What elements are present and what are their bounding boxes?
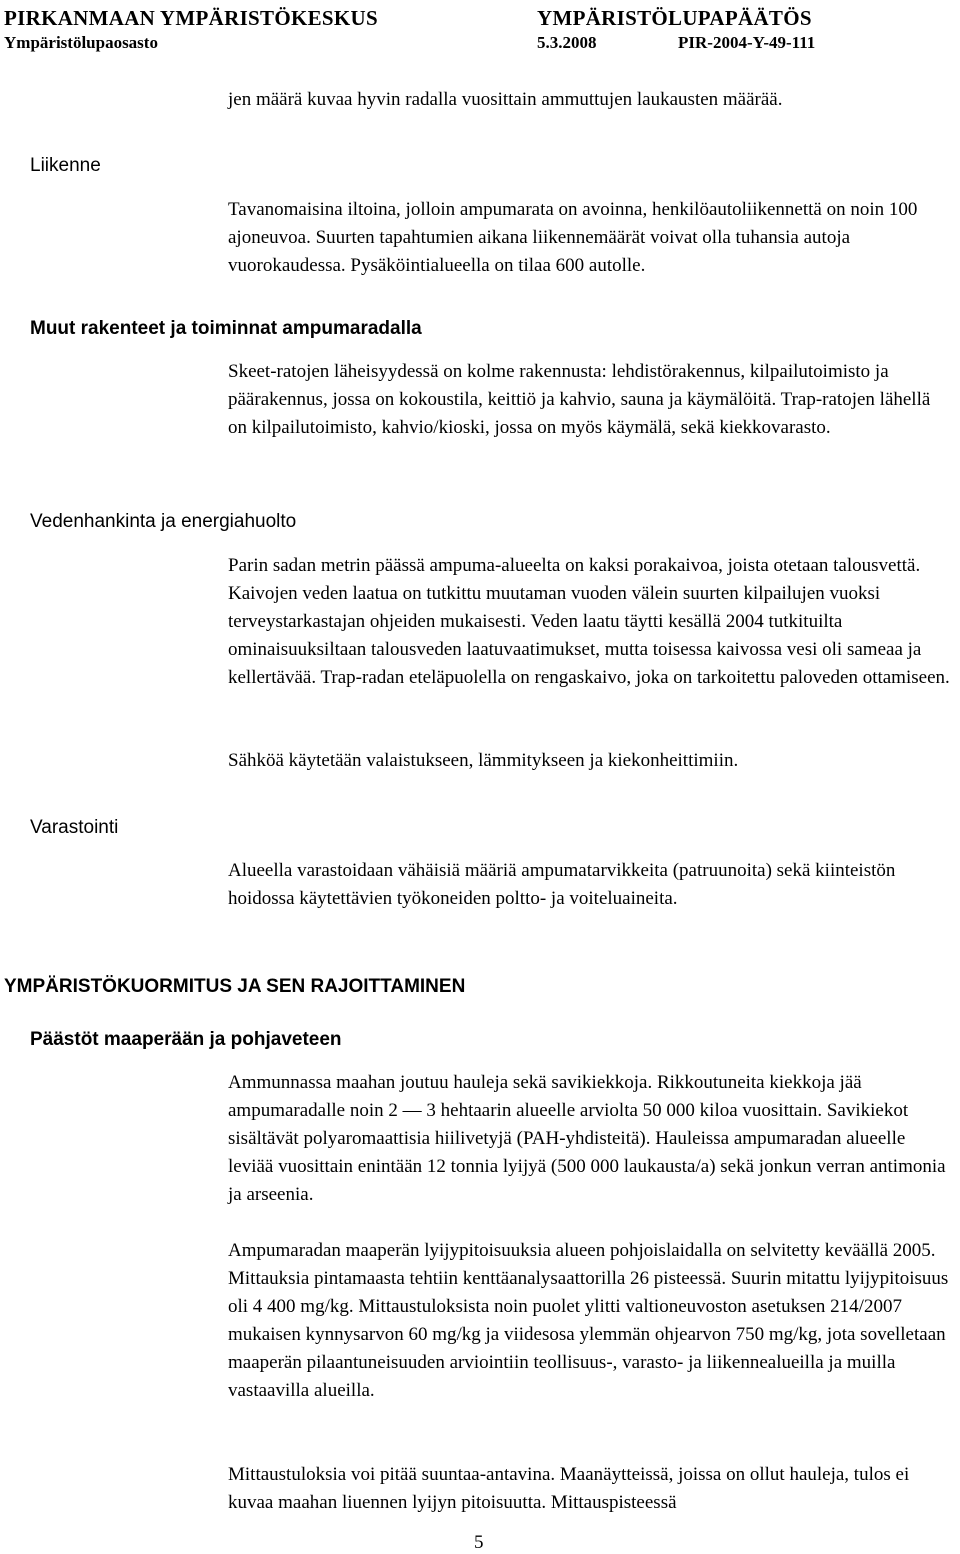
header-doc-number: PIR-2004-Y-49-111 — [678, 33, 816, 52]
section-heading-varastointi: Varastointi — [30, 817, 119, 838]
section-heading-paastot: Päästöt maaperään ja pohjaveteen — [30, 1029, 342, 1050]
paragraph-muut-rakenteet: Skeet-ratojen läheisyydessä on kolme rakennusta: lehdistörakennus, kilpailutoimisto ja päärakennus, jossa on kokoustila, keittiö ja kahvio, sauna ja käymälöitä. Trap-ratojen lähellä on kilpailutoimisto, kahvio/kioski, jossa on myös käymälä, sekä kiekkovarasto. — [228, 361, 931, 438]
paragraph-paastot-2: Ampumaradan maaperän lyijypitoisuuksia alueen pohjoislaidalla on selvitetty keväällä 2005. Mittauksia pintamaasta tehtiin kenttäanalysaattorilla 26 pisteessä. Suurin mitattu lyijypitoisuus oli 4 400 mg/kg. Mittaustuloksista noin puolet ylitti valtioneuvoston asetuksen 214/2007 mukaisen kynnysarvon 60 mg/kg ja viidesosa ylemmän ohjearvon 750 mg/kg, jota sovelletaan maaperän pilaantuneisuuden arviointiin teollisuus-, varasto- ja liikennealueilla ja muilla vastaavilla alueilla. — [228, 1240, 949, 1401]
paragraph-paastot-3: Mittaustuloksia voi pitää suuntaa-antavina. Maanäytteissä, joissa on ollut hauleja, tulos ei kuvaa maahan liuennen lyijyn pitoisuutta. Mittauspisteessä — [228, 1464, 910, 1513]
paragraph-liikenne: Tavanomaisina iltoina, jolloin ampumarata on avoinna, henkilöautoliikennettä on noin 100 ajoneuvoa. Suurten tapahtumien aikana liikennemäärät voivat olla tuhansia autoja vuorokaudessa. Pysäköintialueella on tilaa 600 autolle. — [228, 199, 918, 276]
header-date: 5.3.2008 — [537, 33, 597, 52]
section-heading-liikenne: Liikenne — [30, 155, 101, 176]
header-doc-type: YMPÄRISTÖLUPAPÄÄTÖS — [537, 6, 812, 30]
paragraph-vedenhankinta-1: Parin sadan metrin päässä ampuma-alueelta on kaksi porakaivoa, joista otetaan talousvettä. Kaivojen veden laatua on tutkittu muutaman vuoden välein suurten kilpailujen vuoksi terveystarkastajan ohjeiden mukaisesti. Veden laatu täytti kesällä 2004 tutkituilta ominaisuuksiltaan talousveden laatuvaatimukset, mutta toisessa kaivossa vesi oli sameaa ja kellertävää. Trap-radan eteläpuolella on rengaskaivo, joka on tarkoitettu paloveden ottamiseen. — [228, 555, 950, 688]
intro-paragraph: jen määrä kuvaa hyvin radalla vuosittain ammuttujen laukausten määrää. — [228, 89, 783, 110]
main-heading: YMPÄRISTÖKUORMITUS JA SEN RAJOITTAMINEN — [4, 976, 466, 997]
paragraph-varastointi: Alueella varastoidaan vähäisiä määriä ampumatarvikkeita (patruunoita) sekä kiinteistön hoidossa käytettävien työkoneiden poltto- ja voiteluaineita. — [228, 860, 896, 909]
paragraph-vedenhankinta-2: Sähköä käytetään valaistukseen, lämmitykseen ja kiekonheittimiin. — [228, 750, 739, 771]
page-number: 5 — [474, 1532, 484, 1553]
section-heading-vedenhankinta: Vedenhankinta ja energiahuolto — [30, 511, 297, 532]
section-heading-muut-rakenteet: Muut rakenteet ja toiminnat ampumaradalla — [30, 318, 422, 339]
header-department: Ympäristölupaosasto — [4, 33, 158, 52]
paragraph-paastot-1: Ammunnassa maahan joutuu hauleja sekä savikiekkoja. Rikkoutuneita kiekkoja jää ampumaradalle noin 2 — 3 hehtaarin alueelle arviolta 50 000 kiloa vuosittain. Savikiekot sisältävät polyaromaattisia hiilivetyjä (PAH-yhdisteitä). Hauleissa ampumaradan alueelle leviää vuosittain enintään 12 tonnia lyijyä (500 000 laukausta/a) sekä jonkun verran antimonia ja arseenia. — [228, 1072, 946, 1205]
header-organization: PIRKANMAAN YMPÄRISTÖKESKUS — [4, 6, 378, 30]
